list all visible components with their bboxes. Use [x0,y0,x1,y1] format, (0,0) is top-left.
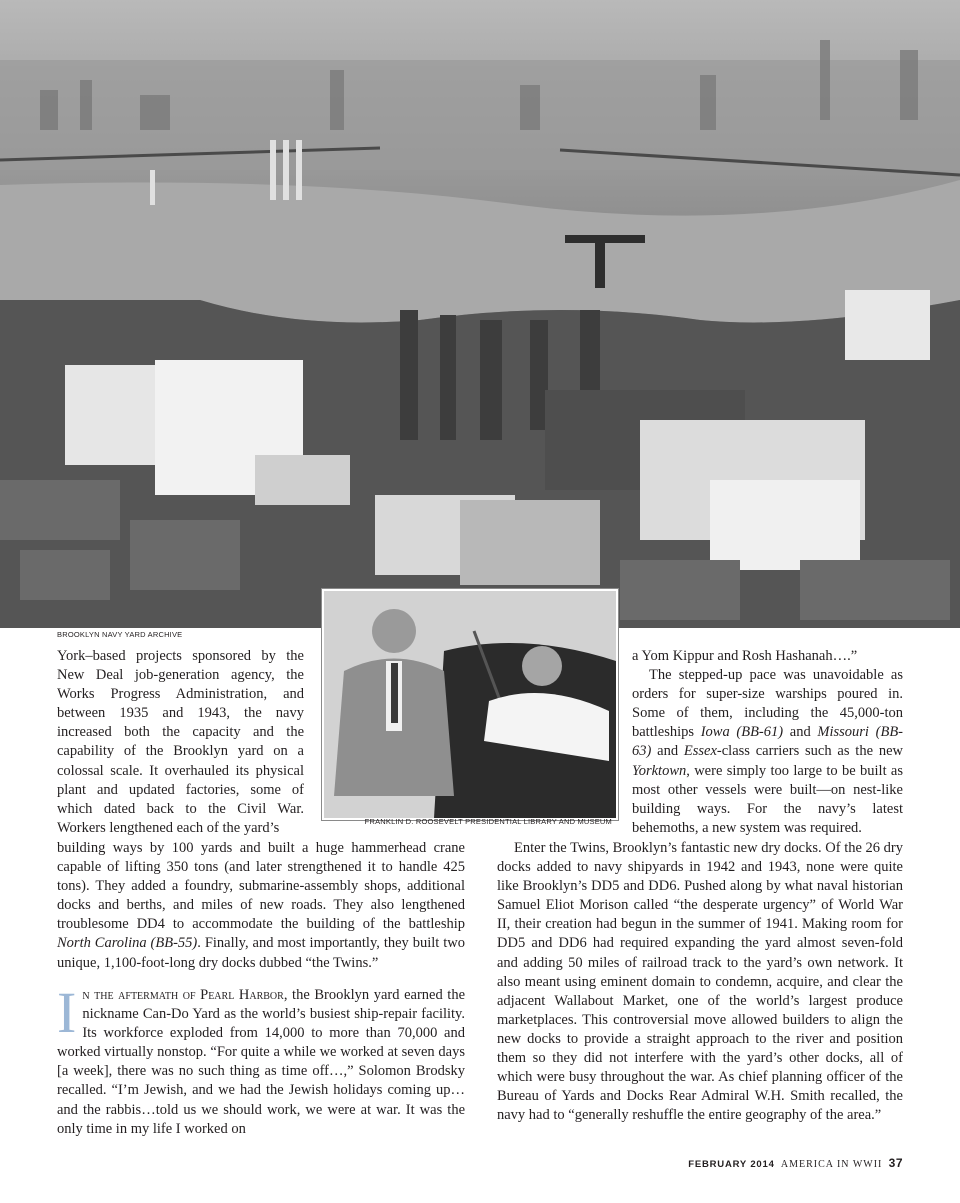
paragraph-text: . Finally, and most importantly, they built two unique, 1,100-foot-long dry docks dubbed “the Twins.” [57,935,465,971]
page-footer [688,1156,903,1170]
inset-photo-roosevelt [322,589,618,820]
article-paragraph: a Yom Kippur and Rosh Hashanah….” [632,648,858,664]
issue-date: FEBRUARY 2014 [688,1159,775,1170]
article-paragraph: Enter the Twins, Brooklyn’s fantastic new dry docks. Of the 26 dry docks added to navy shipyards in 1942 and 1943, none were quite like Brooklyn’s DD5 and DD6. Pushed along by what naval historian Samuel Eliot Morison called “the desperate urgency” of World War II, their creation had begun in the summer of 1941. Making room for DD5 and DD6 had required expanding the yard almost seven-fold and adding 50 miles of railroad track to the yard’s own network. It also meant using eminent domain to condemn, acquire, and clear the adjacent Wallabout Market, one of the world’s largest produce marketplaces. This controversial move allowed builders to align the new docks to provide a straight approach to the river and position them so they did not interfere with the yard’s other docks, all of which were busy throughout the war. As chief planning officer of the Bureau of Yards and Docks Rear Admiral W.H. Smith recalled, the navy had to “generally reshuffle the entire geography of the area.” [497,840,903,1124]
ship-name: Missouri (BB-63) [632,724,904,760]
paragraph-text: and [651,743,684,760]
ship-name: Yorktown [632,762,687,779]
ship-name: North Carolina (BB-55) [57,935,198,952]
article-left-column-top [57,647,304,838]
article-left-column-bottom [57,839,465,973]
paragraph-text: the Brooklyn yard earned the nickname Can-Do Yard as the world’s busiest ship-repair facility. Its workforce exploded from 14,000 to more than 70,000 and worked virtually nonstop. “For quite a while we worked at seven days [a week], there was no such thing as time off…,” Solomon Brodsky recalled. “I’m Jewish, and we had the Jewish holidays coming up…and the rabbis…told us we should work, we were at war. It was the only time in my life I worked on [57,987,466,1137]
article-section-pearl-harbor [57,980,466,1139]
article-right-column-top [632,647,903,838]
drop-cap: I [57,980,77,1045]
photo-credit-inset: FRANKLIN D. ROOSEVELT PRESIDENTIAL LIBRARY AND MUSEUM [364,817,612,826]
paragraph-text: and [783,724,818,741]
section-lead-in: n the aftermath of Pearl Harbor, [82,987,288,1003]
article-paragraph [57,980,466,1139]
paragraph-text: , were simply too large to be built as most other vessels were built—on nest-like building ways. For the navy’s latest behemoths, a new system was required. [632,762,903,836]
article-right-column-bottom [497,839,903,1125]
article-paragraph [57,839,465,973]
ship-name: Essex [683,743,717,760]
photo-credit-aerial: BROOKLYN NAVY YARD ARCHIVE [57,630,183,639]
paragraph-text: building ways by 100 yards and built a huge hammerhead crane capable of lifting 350 tons (and later strengthened it to handle 425 tons). They added a foundry, submarine-assembly shops, additional docks and berths, and miles of new roads. They also lengthened troublesome DD4 to accommodate the building of the battleship [57,840,465,933]
paragraph-text: -class carriers such as the new [716,743,903,760]
magazine-name: AMERICA IN WWII [780,1159,883,1170]
ship-name: Iowa (BB-61) [700,724,784,741]
page-number: 37 [888,1156,903,1170]
article-paragraph: York–based projects sponsored by the New Deal job-generation agency, the Works Progress Administration, and between 1935 and 1943, the navy increased both the capacity and the capability of the Brooklyn yard on a colossal scale. It overhauled its physical plant and updated factories, some of which dated back to the Civil War. Workers lengthened each of the yard’s [57,648,304,836]
article-paragraph [632,666,903,838]
paragraph-text: The stepped-up pace was unavoidable as orders for super-size warships poured in. Some of them, including the 45,000-ton battleships [632,667,903,741]
